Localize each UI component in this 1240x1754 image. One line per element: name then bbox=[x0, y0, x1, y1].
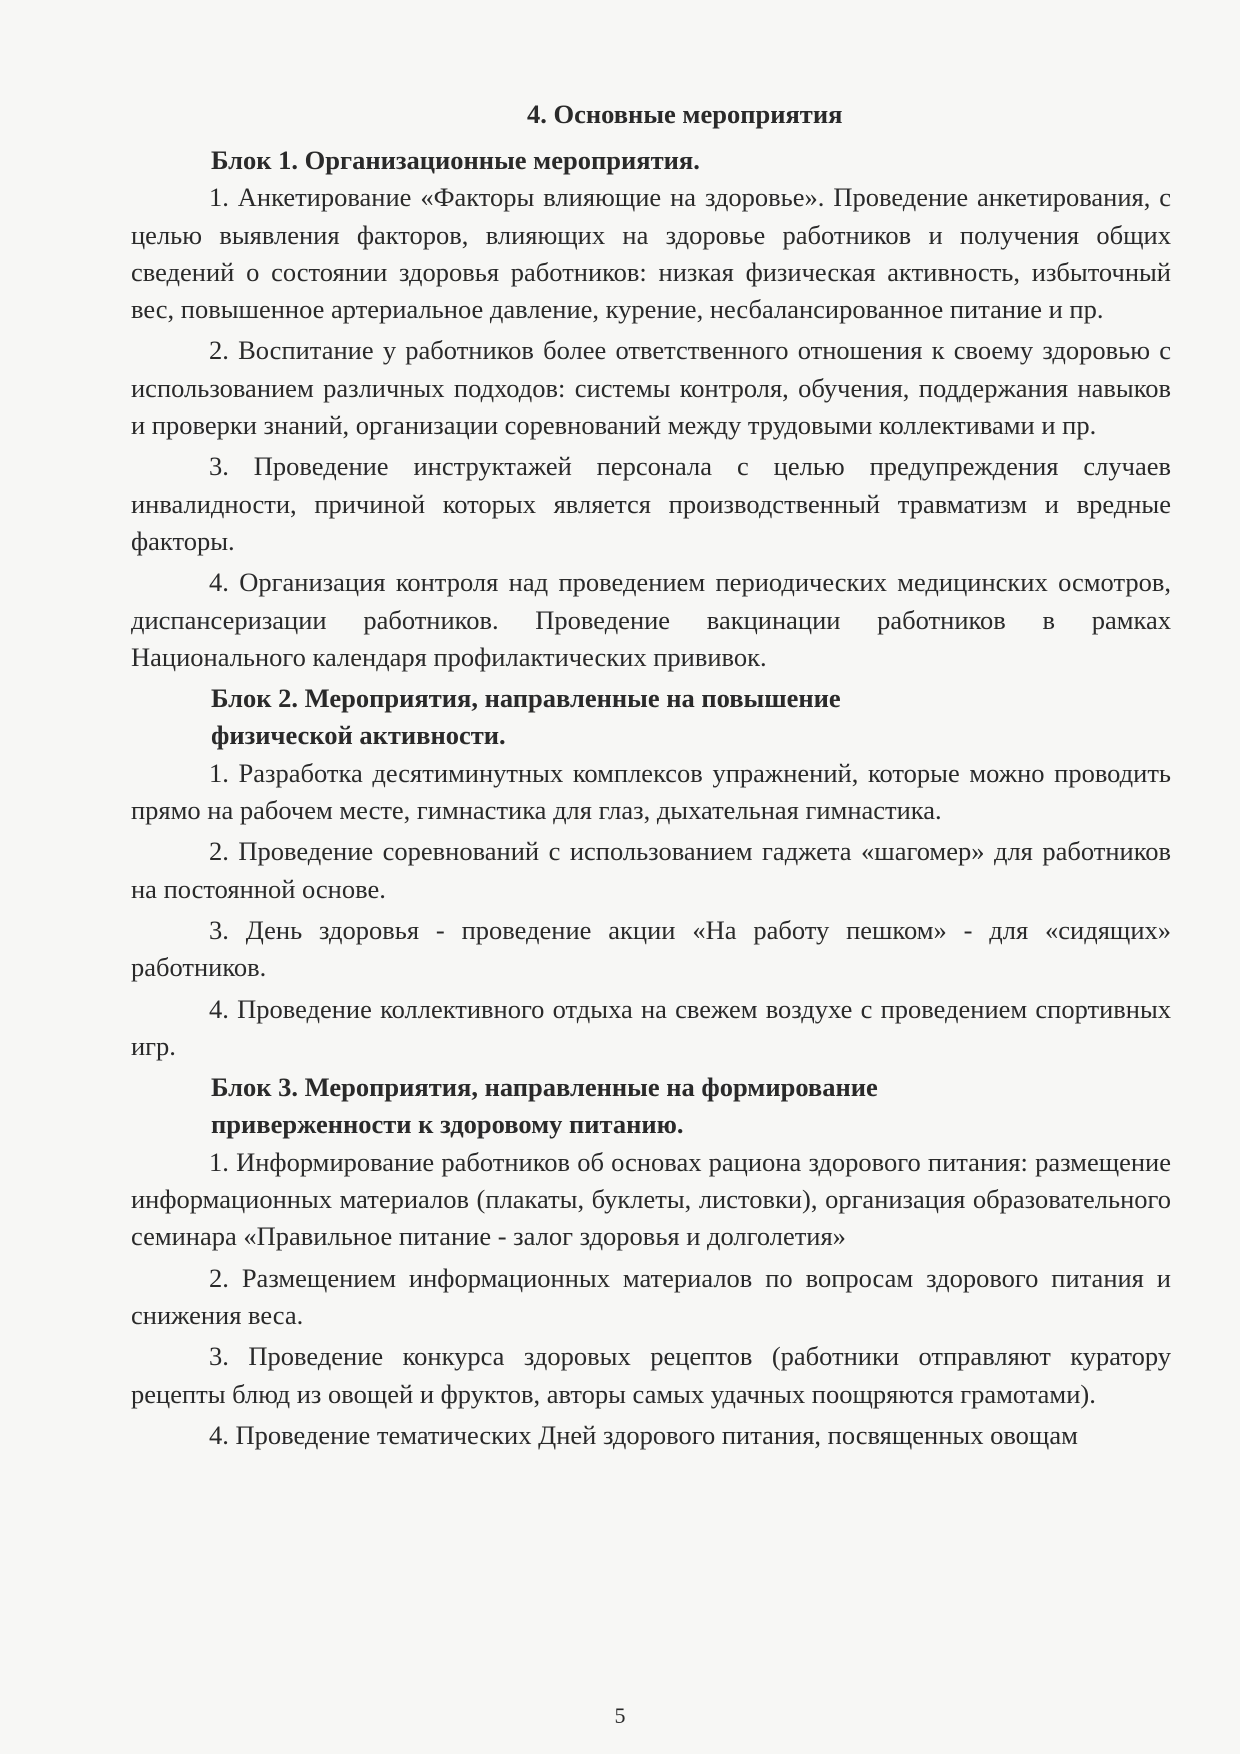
block-3-title-line-1: Блок 3. Мероприятия, направленные на формирование bbox=[211, 1072, 878, 1103]
block-1-item-4: 4. Организация контроля над проведением периодических медицинских осмотров, диспансеризации работников. Проведение вакцинации работников в рамках Национального календаря профилактических прививок. bbox=[131, 567, 1171, 672]
block-3-item-4: 4. Проведение тематических Дней здорового питания, посвященных овощам bbox=[209, 1419, 1078, 1450]
block-3-item-1: 1. Информирование работников об основах рациона здорового питания: размещение информационных материалов (плакаты, буклеты, листовки), организация образовательного семинара «Правильное питание - залог здоровья и долголетия» bbox=[131, 1146, 1171, 1252]
page-number: 5 bbox=[614, 1703, 626, 1728]
block-2-title-line-1: Блок 2. Мероприятия, направленные на повышение bbox=[211, 683, 841, 714]
block-1-item-2: 2. Воспитание у работников более ответственного отношения к своему здоровью с использованием различных подходов: системы контроля, обучения, поддержания навыков и проверки знаний, организации соревнований между трудовыми коллективами и пр. bbox=[131, 335, 1171, 441]
block-2-item-3: 3. День здоровья - проведение акции «На работу пешком» - для «сидящих» работников. bbox=[131, 914, 1171, 983]
block-3-item-3: 3. Проведение конкурса здоровых рецептов (работники отправляют куратору рецепты блюд из овощей и фруктов, авторы самых удачных поощряются грамотами). bbox=[131, 1341, 1171, 1409]
block-2-title-line-2: физической активности. bbox=[211, 720, 506, 751]
block-1-item-1: 1. Анкетирование «Факторы влияющие на здоровье». Проведение анкетирования, с целью выявления факторов, влияющих на здоровье работников и получения общих сведений о состоянии здоровья работников: низкая физическая активность, избыточный вес, повышенное артериальное давление, курение, несбалансированное питание и пр. bbox=[131, 182, 1171, 325]
page-content bbox=[131, 94, 1171, 1458]
block-3-title-line-2: приверженности к здоровому питанию. bbox=[211, 1109, 684, 1140]
block-2-item-1: 1. Разработка десятиминутных комплексов упражнений, которые можно проводить прямо на рабочем месте, гимнастика для глаз, дыхательная гимнастика. bbox=[131, 757, 1171, 826]
block-2-item-2: 2. Проведение соревнований с использованием гаджета «шагомер» для работников на постоянной основе. bbox=[131, 836, 1171, 904]
block-3-item-2: 2. Размещением информационных материалов по вопросам здорового питания и снижения веса. bbox=[131, 1262, 1171, 1330]
block-2-item-4: 4. Проведение коллективного отдыха на свежем воздухе с проведением спортивных игр. bbox=[131, 993, 1171, 1061]
block-1-title: Блок 1. Организационные мероприятия. bbox=[211, 145, 700, 175]
block-1-item-3: 3. Проведение инструктажей персонала с целью предупреждения случаев инвалидности, причиной которых является производственный травматизм и вредные факторы. bbox=[131, 451, 1171, 556]
section-title: 4. Основные мероприятия bbox=[527, 99, 843, 129]
